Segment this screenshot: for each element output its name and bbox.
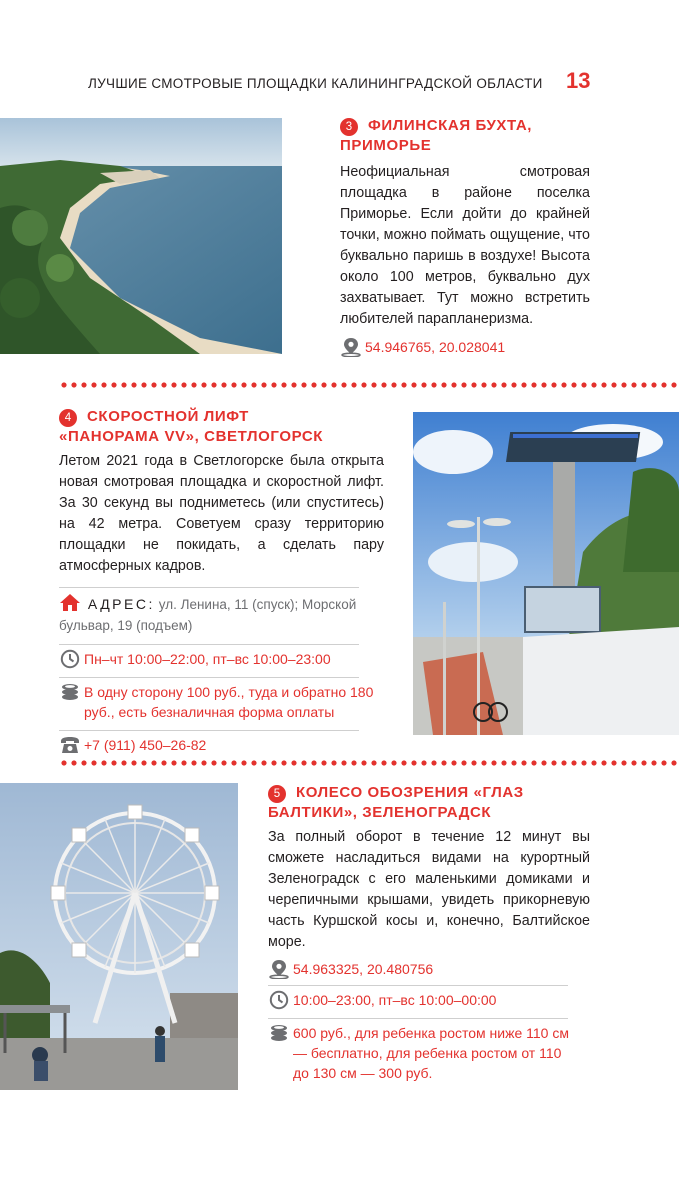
home-icon — [59, 592, 81, 612]
section-3-description: Неофициальная смотровая площадка в районе поселка Приморье. Если дойти до крайней точки, можно поймать ощущение, что буквально паришь в воздухе! Высота около 100 метров, буквально дух захватывает. Тут можно встретить любителей парапланеризма. — [340, 164, 590, 327]
section-4-title-line2: «ПАНОРАМА VV», СВЕТЛОГОРСК — [59, 428, 324, 445]
section-4-price — [59, 682, 384, 722]
running-title: ЛУЧШИЕ СМОТРОВЫЕ ПЛОЩАДКИ КАЛИНИНГРАДСКОЙ ОБЛАСТИ — [88, 76, 543, 91]
section-5 — [268, 783, 590, 1083]
coordinates-text: 54.963325, 20.480756 — [293, 961, 434, 977]
section-number-badge: 4 — [59, 409, 77, 427]
panorama-lift-photo — [413, 412, 679, 735]
divider-line — [268, 1018, 568, 1019]
section-3-title-line2: ПРИМОРЬЕ — [340, 137, 432, 154]
section-5-price — [268, 1023, 590, 1083]
section-5-description: За полный оборот в течение 12 минут вы сможете насладиться видами на курортный Зеленоградск с его маленькими домиками и черепичными крышами, увидеть прикорневую часть Куршской косы и, конечно, Балтийское море. — [268, 829, 590, 950]
location-pin-icon — [340, 337, 362, 357]
divider-line — [268, 985, 568, 986]
section-number-badge: 3 — [340, 118, 358, 136]
address-text: ул. Ленина, 11 (спуск); Морской бульвар, 19 (подъем) — [59, 597, 357, 633]
section-divider — [59, 760, 679, 766]
photo-ferris-wheel — [0, 783, 238, 1090]
price-text: В одну сторону 100 руб., туда и обратно 180 руб., есть безналичная форма оплаты — [84, 684, 374, 720]
section-5-title-line2: БАЛТИКИ», ЗЕЛЕНОГРАДСК — [268, 804, 492, 821]
section-5-hours — [268, 990, 590, 1010]
section-4-title-line1: СКОРОСТНОЙ ЛИФТ — [87, 408, 249, 425]
section-number-badge: 5 — [268, 785, 286, 803]
section-3-title-line1: ФИЛИНСКАЯ БУХТА, — [368, 117, 533, 134]
divider-line — [59, 644, 359, 645]
divider-line — [59, 730, 359, 731]
section-4-address — [59, 592, 384, 636]
photo-panorama-lift — [413, 412, 679, 735]
clock-icon — [268, 990, 290, 1010]
phone-icon — [59, 735, 81, 755]
section-3-coordinates — [340, 337, 590, 357]
coastal-beach-photo — [0, 118, 282, 354]
section-4-hours — [59, 649, 384, 669]
photo-filinskaya-bay — [0, 118, 282, 354]
section-5-coordinates — [268, 959, 590, 979]
divider-line — [59, 587, 359, 588]
coins-icon — [59, 682, 81, 702]
coins-icon — [268, 1023, 290, 1043]
page-number: 13 — [566, 68, 591, 93]
coordinates-text: 54.946765, 20.028041 — [365, 339, 506, 355]
price-text: 600 руб., для ребенка ростом ниже 110 см — бесплатно, для ребенка ростом от 110 до 130 см — 300 руб. — [293, 1025, 569, 1081]
section-5-title-line1: КОЛЕСО ОБОЗРЕНИЯ «ГЛАЗ — [296, 784, 524, 801]
section-5-title — [268, 783, 590, 803]
section-4-title — [59, 407, 384, 427]
section-3 — [340, 116, 590, 357]
ferris-wheel-photo — [0, 783, 238, 1090]
hours-text: 10:00–23:00, пт–вс 10:00–00:00 — [293, 992, 497, 1008]
phone-text: +7 (911) 450–26-82 — [84, 737, 207, 753]
hours-text: Пн–чт 10:00–22:00, пт–вс 10:00–23:00 — [84, 651, 331, 667]
location-pin-icon — [268, 959, 290, 979]
section-divider — [59, 382, 679, 388]
section-3-title — [340, 116, 590, 136]
section-4-description: Летом 2021 года в Светлогорске была открыта новая смотровая площадка и скоростной лифт. За 30 секунд вы подниметесь (или спуститесь) на 42 метра. Советуем сразу территорию площадки не покидать, а сделать пару атмосферных кадров. — [59, 453, 384, 574]
section-4-phone — [59, 735, 384, 755]
clock-icon — [59, 649, 81, 669]
address-label: АДРЕС: — [87, 596, 155, 612]
section-4 — [59, 407, 384, 755]
divider-line — [59, 677, 359, 678]
